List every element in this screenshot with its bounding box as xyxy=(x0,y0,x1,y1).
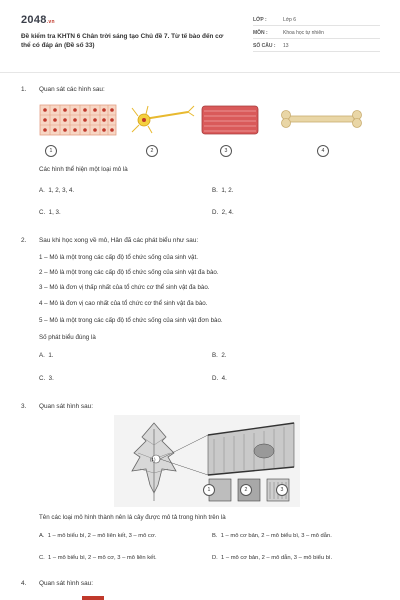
option-d[interactable] xyxy=(212,209,234,216)
meta-info xyxy=(253,16,380,55)
option-text: 1 – mô biểu bì, 2 – mô cơ, 3 – mô liên kết. xyxy=(48,555,157,561)
option-letter: A. xyxy=(39,187,45,194)
question-text: Quan sát hình sau: xyxy=(39,403,94,410)
option-c[interactable] xyxy=(39,555,157,561)
option-b[interactable] xyxy=(212,352,226,359)
option-letter: C. xyxy=(39,375,46,382)
figure-label-3: 3 xyxy=(220,145,232,157)
option-b[interactable] xyxy=(212,187,233,194)
option-c[interactable] xyxy=(39,209,61,216)
option-text: 1 – mô biểu bì, 2 – mô liên kết, 3 – mô cơ. xyxy=(47,533,157,539)
meta-row-count xyxy=(253,42,380,52)
option-letter: D. xyxy=(212,375,219,382)
meta-key: SỐ CÂU : xyxy=(253,43,276,49)
meta-value: Lớp 6 xyxy=(283,17,297,23)
page-header xyxy=(0,0,400,72)
option-letter: D. xyxy=(212,555,218,561)
figure-label-3: 3 xyxy=(276,484,288,496)
question-number: 3. xyxy=(21,403,27,410)
statement-item: 5 – Mô là một trong các cấp độ tổ chức sống của sinh vật đơn bào. xyxy=(39,317,223,324)
option-text: 2, 4. xyxy=(221,209,234,216)
option-a[interactable] xyxy=(39,352,53,359)
muscle-image xyxy=(202,106,258,134)
statement-item: 3 – Mô là đơn vị thấp nhất của tổ chức cơ thể sinh vật đa bào. xyxy=(39,284,210,291)
figure-label-2: 2 xyxy=(240,484,252,496)
option-text: 3. xyxy=(48,375,54,382)
cell-grid-image xyxy=(40,105,116,135)
question-stem: Tên các loại mô hình thành nên lá cây được mô tả trong hình trên là xyxy=(39,514,226,521)
option-text: 1, 2. xyxy=(221,187,234,194)
option-letter: B. xyxy=(212,187,218,194)
neuron-image xyxy=(132,106,194,133)
option-d[interactable] xyxy=(212,375,227,382)
figure-label-1: 1 xyxy=(203,484,215,496)
option-a[interactable] xyxy=(39,187,74,194)
figure-label-2: 2 xyxy=(146,145,158,157)
meta-key: MÔN : xyxy=(253,30,268,36)
option-text: 2. xyxy=(221,352,227,359)
leaf-callout-label: (1) xyxy=(150,457,156,462)
header-divider xyxy=(0,72,400,73)
logo-suffix: .vn xyxy=(46,19,55,25)
q4-figure-top-edge xyxy=(82,596,104,600)
meta-value: 13 xyxy=(283,43,289,49)
question-stem: Số phát biểu đúng là xyxy=(39,334,96,341)
question-number: 2. xyxy=(21,237,27,244)
option-letter: A. xyxy=(39,533,45,539)
question-number: 1. xyxy=(21,86,27,93)
option-letter: B. xyxy=(212,533,218,539)
option-letter: A. xyxy=(39,352,45,359)
question-text: Sau khi học xong về mô, Hân đã các phát biểu như sau: xyxy=(39,237,199,244)
meta-key: LỚP : xyxy=(253,17,267,23)
statement-item: 1 – Mô là một trong các cấp độ tổ chức sống của sinh vật. xyxy=(39,254,198,261)
option-b[interactable] xyxy=(212,533,332,539)
option-letter: C. xyxy=(39,555,45,561)
option-text: 1 – mô cơ bản, 2 – mô biểu bì, 3 – mô dẫn. xyxy=(220,533,332,539)
question-stem: Các hình thể hiện một loại mô là xyxy=(39,166,128,173)
option-text: 1, 2, 3, 4. xyxy=(48,187,75,194)
option-text: 1. xyxy=(48,352,54,359)
question-text: Quan sát các hình sau: xyxy=(39,86,105,93)
option-letter: B. xyxy=(212,352,218,359)
option-c[interactable] xyxy=(39,375,54,382)
logo-text: 2048 xyxy=(21,14,47,26)
option-d[interactable] xyxy=(212,555,332,561)
option-letter: C. xyxy=(39,209,46,216)
meta-value: Khoa học tự nhiên xyxy=(283,30,324,36)
option-text: 1, 3. xyxy=(48,209,61,216)
statement-item: 4 – Mô là đơn vị cao nhất của tổ chức cơ thể sinh vật đa bào. xyxy=(39,300,208,307)
figure-label-4: 4 xyxy=(317,145,329,157)
meta-row-class xyxy=(253,16,380,26)
figure-label-1: 1 xyxy=(45,145,57,157)
question-text: Quan sát hình sau: xyxy=(39,580,94,587)
option-letter: D. xyxy=(212,209,219,216)
site-logo[interactable] xyxy=(21,14,55,26)
meta-row-subject xyxy=(253,29,380,39)
statement-item: 2 – Mô là một trong các cấp độ tổ chức sống của sinh vật đa bào. xyxy=(39,269,219,276)
page-title: Đề kiểm tra KHTN 6 Chân trời sáng tạo Chủ đề 7. Từ tế bào đến cơ thể có đáp án (Đề số 33) xyxy=(21,33,224,49)
option-text: 4. xyxy=(221,375,227,382)
option-a[interactable] xyxy=(39,533,156,539)
bone-image xyxy=(282,111,362,128)
option-text: 1 – mô cơ bản, 2 – mô dẫn, 3 – mô biểu bì. xyxy=(221,555,333,561)
question-number: 4. xyxy=(21,580,27,587)
